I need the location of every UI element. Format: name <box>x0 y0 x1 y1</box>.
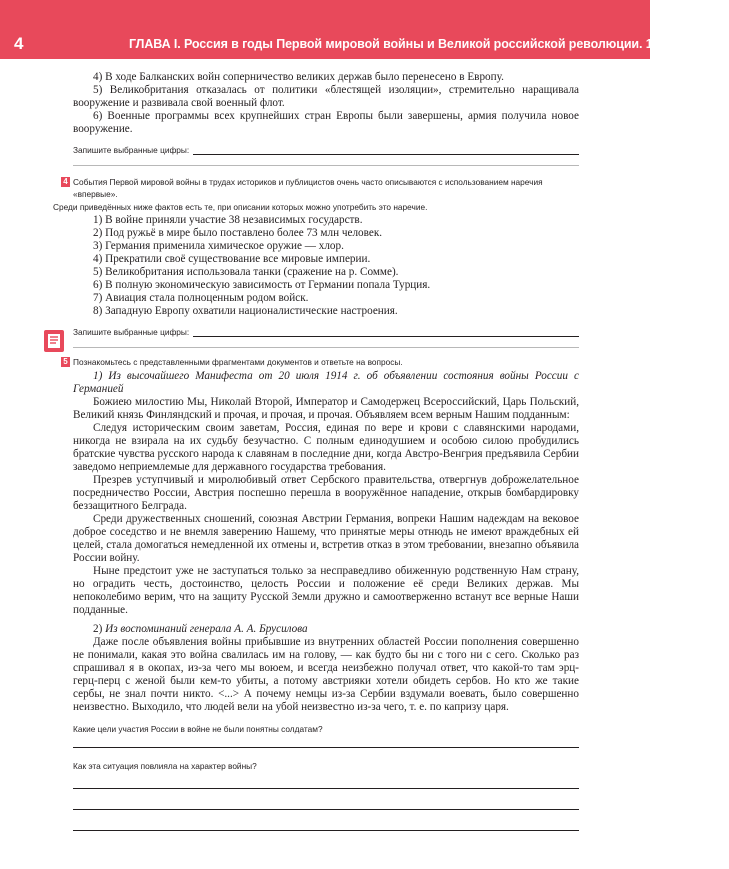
list-item: 8) Западную Европу охватили националистические настроения. <box>93 305 398 317</box>
answer-label: Запишите выбранные цифры: <box>73 145 190 155</box>
doc1-paragraph: Следуя историческим своим заветам, Россия, единая по вере и крови с славянскими народами, никогда не взирала на их судьбу безучастно. С полным единодушием и особою силою пробудились братские чувства русского народа к славянам в последние дни, когда Австро-Венгрия предъявила Сербии заведомо неприемлемые для державного государства требования. <box>73 422 579 473</box>
doc1-paragraph: Среди дружественных сношений, союзная Австрии Германия, вопреки Нашим надеждам на вековое доброе соседство и не внемля заверению Нашему, что принятые меры отнюдь не имеют враждебных ей целей, стала домогаться немедленной их отмены и, встретив отказ в этом требовании, внезапно объявила России войну. <box>73 513 579 564</box>
doc2-title-num: 2) <box>93 623 103 635</box>
task-number-badge: 4 <box>61 177 70 187</box>
doc2-paragraph: Даже после объявления войны прибывшие из внутренних областей России пополнения совершенно не понимали, какая это война свалилась им на голову, — как будто бы ни с того ни с сего. Сколько раз спрашивал я в окопах, из-за чего мы воюем, и всегда неизбежно получал ответ, что какой-то там эрц-герц-перц с женой были кем-то убиты, а потому австрияки хотели обидеть сербов. Но кто же такие сербы, не знал почти никто. <...> А почему немцы из-за Сербии вздумали воевать, было совершенно неизвестно. Выходило, что людей вели на убой неизвестно из-за чего, т. е. по капризу царя. <box>73 636 579 713</box>
chapter-header <box>0 0 729 59</box>
list-item: 5) Великобритания отказалась от политики «блестящей изоляции», стремительно наращивала вооружение и развивала свой военный флот. <box>73 84 579 109</box>
divider <box>73 347 579 348</box>
chapter-title: ГЛАВА I. Россия в годы Первой мировой войны и Великой российской революции. 1914—1922 гг. <box>129 37 729 51</box>
answer-line[interactable] <box>73 830 579 831</box>
task4-intro: События Первой мировой войны в трудах историков и публицистов очень часто описываются с использованием наречия «впервые». <box>73 177 543 199</box>
page-number: 4 <box>14 34 24 53</box>
divider <box>73 165 579 166</box>
task4-question: Среди приведённых ниже фактов есть те, при описании которых можно употребить это наречие. <box>53 202 428 212</box>
task5-intro: Познакомьтесь с представленными фрагментами документов и ответьте на вопросы. <box>73 357 403 367</box>
list-item: 3) Германия применила химическое оружие — хлор. <box>93 240 344 252</box>
task4 <box>63 176 579 200</box>
doc1-paragraph: Божиею милостию Мы, Николай Второй, Император и Самодержец Всероссийский, Царь Польский, Великий князь Финляндский и прочая, и прочая, и прочая. Объявляем всем верным Нашим подданным: <box>73 396 579 421</box>
task-number-badge: 5 <box>61 357 70 367</box>
answer-line[interactable] <box>193 327 579 337</box>
list-item: 6) В полную экономическую зависимость от Германии попала Турция. <box>93 279 431 291</box>
list-item: 1) В войне приняли участие 38 независимых государств. <box>93 214 363 226</box>
task4-answer-row <box>73 327 579 337</box>
doc1-title: 1) Из высочайшего Манифеста от 20 июля 1914 г. об объявлении состояния войны России с Германией <box>73 370 579 395</box>
doc2-title-text: Из воспоминаний генерала А. А. Брусилова <box>105 623 308 635</box>
question-1: Какие цели участия России в войне не были понятны солдатам? <box>73 724 323 734</box>
list-item: 4) Прекратили своё существование все мировые империи. <box>93 253 371 265</box>
page-content <box>53 71 579 831</box>
list-item: 2) Под ружьё в мире было поставлено более 73 млн человек. <box>93 227 383 239</box>
answer-label: Запишите выбранные цифры: <box>73 327 190 337</box>
answer-line[interactable] <box>73 809 579 810</box>
list-item: 7) Авиация стала полноценным родом войск. <box>93 292 309 304</box>
list-item: 5) Великобритания использовала танки (сражение на р. Сомме). <box>93 266 399 278</box>
task5 <box>63 356 579 368</box>
task3-answer-row <box>73 145 579 155</box>
task3-list <box>73 71 579 136</box>
answer-line[interactable] <box>73 788 579 789</box>
question-2: Как эта ситуация повлияла на характер войны? <box>73 761 257 771</box>
task4-list <box>73 214 579 318</box>
document-icon <box>43 329 65 353</box>
list-item: 4) В ходе Балканских войн соперничество великих держав было перенесено в Европу. <box>93 71 504 83</box>
doc2-title <box>73 623 579 636</box>
doc1-paragraph: Ныне предстоит уже не заступаться только за несправедливо обиженную родственную Нам страну, но оградить честь, достоинство, целость России и положение её среди Великих держав. Мы непоколебимо верим, что на защиту Русской Земли дружно и самоотверженно встанут все верные Наши подданные. <box>73 565 579 616</box>
answer-line[interactable] <box>193 145 579 155</box>
list-item: 6) Военные программы всех крупнейших стран Европы были завершены, армия получила новое вооружение. <box>73 110 579 135</box>
doc1-paragraph: Презрев уступчивый и миролюбивый ответ Сербского правительства, отвергнув доброжелательное посредничество России, Австрия поспешно перешла в вооружённое нападение, открыв бомбардировку беззащитного Белграда. <box>73 474 579 512</box>
answer-line[interactable] <box>73 747 579 748</box>
